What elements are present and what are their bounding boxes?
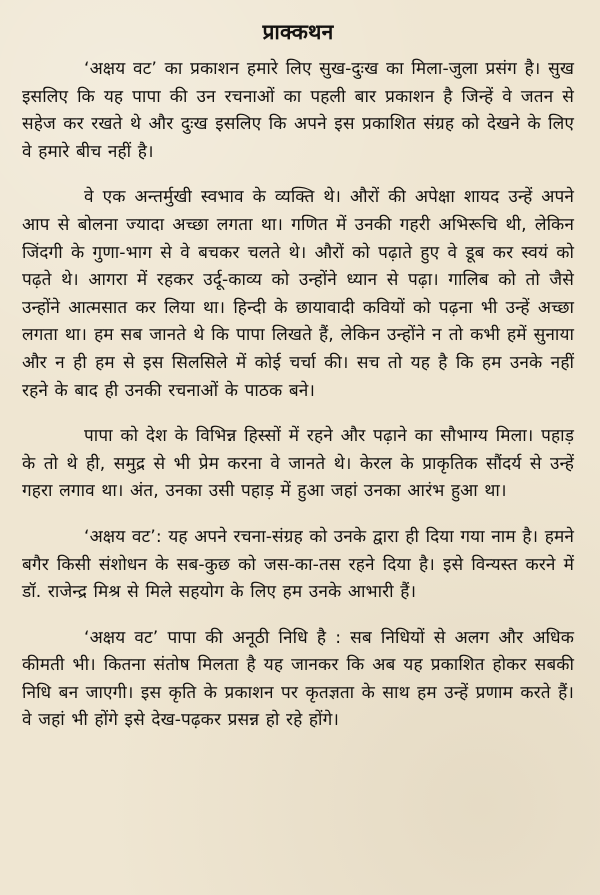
paragraph-5: ‘अक्षय वट’ पापा की अनूठी निधि है : सब निधियों से अलग और अधिक कीमती भी। कितना संतोष मिलता है यह जानकर कि अब यह प्रकाशित होकर सबकी निधि बन जाएगी। इस कृति के प्रकाशन पर कृतज्ञता के साथ हम उन्हें प्रणाम करते हैं। वे जहां भी होंगे इसे देख-पढ़कर प्रसन्न हो रहे होंगे। (22, 627, 574, 731)
paragraph-4: ‘अक्षय वट’: यह अपने रचना-संग्रह को उनके द्वारा ही दिया गया नाम है। हमने बगैर किसी संशोधन के सब-कुछ को जस-का-तस रहने दिया है। इसे विन्यस्त करने में डॉ. राजेन्द्र मिश्र से मिले सहयोग के लिए हम उनके आभारी हैं। (22, 526, 574, 603)
paragraph-1: ‘अक्षय वट’ का प्रकाशन हमारे लिए सुख-दुःख का मिला-जुला प्रसंग है। सुख इसलिए कि यह पापा की उन रचनाओं का पहली बार प्रकाशन है जिन्हें वे जतन से सहेज कर रखते थे और दुःख इसलिए कि अपने इस प्रकाशित संग्रह को देखने के लिए वे हमारे बीच नहीं है। (22, 59, 574, 162)
page-title: प्राक्कथन (262, 20, 334, 44)
paragraph-3: पापा को देश के विभिन्न हिस्सों में रहने और पढ़ाने का सौभाग्य मिला। पहाड़ के तो थे ही, समुद्र से भी प्रेम करना वे जानते थे। केरल के प्राकृतिक सौंदर्य से उन्हें गहरा लगाव था। अंत, उनका उसी पहाड़ में हुआ जहां उनका आरंभ हुआ था। (22, 426, 574, 502)
paragraph-2: वे एक अन्तर्मुखी स्वभाव के व्यक्ति थे। औरों की अपेक्षा शायद उन्हें अपने आप से बोलना ज्यादा अच्छा लगता था। गणित में उनकी गहरी अभिरूचि थी, लेकिन जिंदगी के गुणा-भाग से वे बचकर चलते थे। औरों को पढ़ाते हुए वे डूब कर स्वयं को पढ़ते थे। आगरा में रहकर उर्दू-काव्य को उन्होंने ध्यान से पढ़ा। गालिब को तो जैसे उन्होंने आत्मसात कर लिया था। हिन्दी के छायावादी कवियों को पढ़ना भी उन्हें अच्छा लगता था। हम सब जानते थे कि पापा लिखते हैं, लेकिन उन्होंने न तो कभी हमें सुनाया और न ही हम से इस सिलसिले में कोई चर्चा की। सच तो यह है कि हम उनके नहीं रहने के बाद ही उनकी रचनाओं के पाठक बने। (22, 187, 574, 401)
